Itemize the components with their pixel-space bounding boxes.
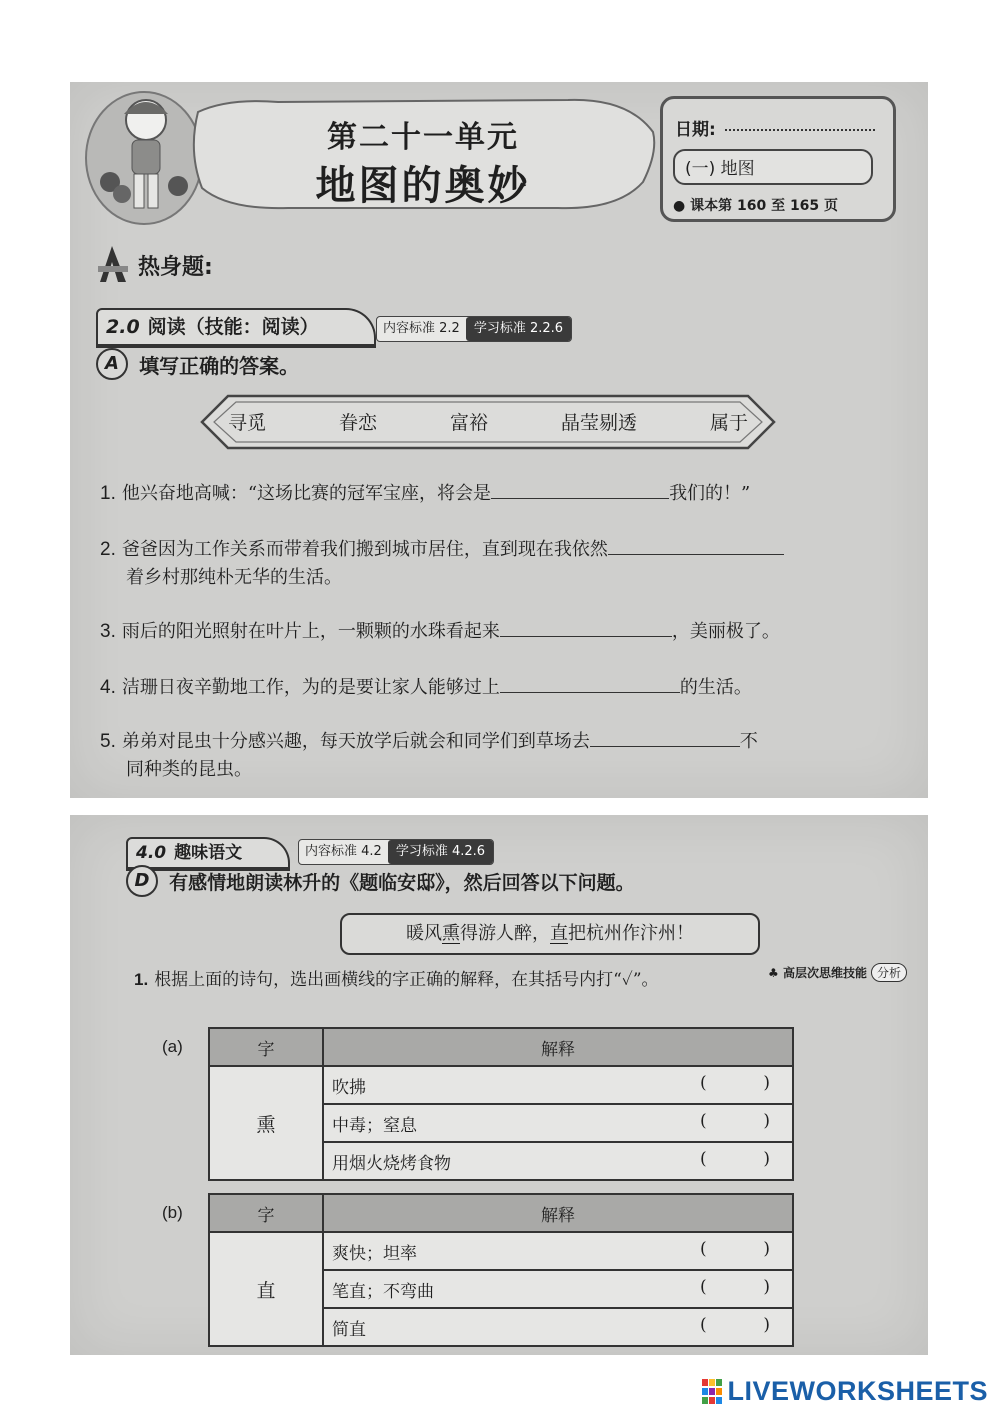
column-header-char: 字 xyxy=(209,1028,323,1066)
definition-option[interactable] xyxy=(323,1142,793,1180)
question-text-after: 不 xyxy=(739,731,758,752)
question-number: 4. xyxy=(100,677,116,698)
poem-line xyxy=(340,913,760,955)
skill-number: 2.0 xyxy=(106,316,140,338)
target-char: 熏 xyxy=(209,1066,323,1180)
unit-number: 第二十一单元 xyxy=(327,120,519,155)
worksheet-page-top xyxy=(70,82,928,798)
question-text: 洁珊日夜辛勤地工作，为的是要让家人能够过上 xyxy=(121,677,500,698)
brand-name: LIVEWORKSHEETS xyxy=(727,1376,988,1406)
lesson-topic: (一) 地图 xyxy=(673,149,873,185)
section-instruction: 填写正确的答案。 xyxy=(139,353,300,378)
paren-close: ) xyxy=(763,1111,770,1131)
question-number: 5. xyxy=(100,731,116,752)
learning-standard: 学习标准 4.2.6 xyxy=(388,840,493,864)
date-input-line[interactable] xyxy=(725,129,875,131)
definition-option[interactable] xyxy=(323,1270,793,1308)
paren-open: ( xyxy=(700,1111,707,1131)
column-header-def: 解释 xyxy=(323,1028,793,1066)
word-bank-item: 富裕 xyxy=(449,412,488,434)
section-a-heading xyxy=(96,348,299,382)
tick-box[interactable] xyxy=(700,1277,770,1297)
paren-close: ) xyxy=(763,1277,770,1297)
clover-icon: ♣ xyxy=(768,966,779,980)
definition-text: 简直 xyxy=(332,1319,366,1340)
poem-text: 暖风 xyxy=(406,923,442,944)
answer-blank-5[interactable] xyxy=(590,726,740,747)
word-bank-item: 眷恋 xyxy=(338,412,377,434)
paren-open: ( xyxy=(700,1277,707,1297)
question-1-instruction xyxy=(134,965,659,990)
letter-a-badge-icon xyxy=(96,244,130,284)
liveworksheets-logo[interactable] xyxy=(702,1376,988,1406)
paren-close: ) xyxy=(763,1073,770,1093)
question-number: 2. xyxy=(100,539,116,560)
answer-blank-3[interactable] xyxy=(500,616,672,637)
tick-box[interactable] xyxy=(700,1315,770,1335)
question-1 xyxy=(100,478,750,510)
word-bank-item: 属于 xyxy=(709,412,748,434)
definition-option[interactable] xyxy=(323,1232,793,1270)
definition-text: 吹拂 xyxy=(332,1077,366,1098)
textbook-pages-text: 课本第 160 至 165 页 xyxy=(690,198,839,214)
definition-table-a xyxy=(208,1027,794,1181)
target-char: 直 xyxy=(209,1232,323,1346)
lesson-info-box xyxy=(660,96,896,222)
textbook-pages: ● 课本第 160 至 165 页 xyxy=(673,198,839,214)
definition-option[interactable] xyxy=(323,1104,793,1142)
definition-table-b xyxy=(208,1193,794,1347)
paren-open: ( xyxy=(700,1239,707,1259)
column-header-char: 字 xyxy=(209,1194,323,1232)
answer-blank-2[interactable] xyxy=(608,534,784,555)
paren-open: ( xyxy=(700,1073,707,1093)
question-text: 爸爸因为工作关系而带着我们搬到城市居住，直到现在我依然 xyxy=(121,539,608,560)
answer-blank-1[interactable] xyxy=(491,478,669,499)
definition-option[interactable] xyxy=(323,1308,793,1346)
question-text-after: 我们的！” xyxy=(669,483,751,504)
question-number: 3. xyxy=(100,621,116,642)
question-number: 1. xyxy=(134,970,149,989)
tick-box[interactable] xyxy=(700,1149,770,1169)
poem-text: 把杭州作汴州！ xyxy=(568,923,694,944)
content-standard: 内容标准 4.2 xyxy=(305,844,382,859)
learning-standard: 学习标准 2.2.6 xyxy=(466,317,571,341)
unit-title-banner xyxy=(188,92,658,212)
skill-name: 趣味语文 xyxy=(174,843,243,863)
question-text-after: ，美丽极了。 xyxy=(671,621,780,642)
poem-underlined-char: 熏 xyxy=(442,923,460,944)
table-label-a: (a) xyxy=(162,1037,183,1056)
skill-tab xyxy=(96,308,376,348)
paren-close: ) xyxy=(763,1149,770,1169)
content-standard: 内容标准 2.2 xyxy=(383,321,460,336)
section-instruction: 有感情地朗读林升的《题临安邸》，然后回答以下问题。 xyxy=(169,871,635,894)
word-bank-item: 寻觅 xyxy=(228,412,267,434)
question-2-continuation: 着乡村那纯朴无华的生活。 xyxy=(126,567,342,588)
tick-box[interactable] xyxy=(700,1239,770,1259)
paren-close: ) xyxy=(763,1315,770,1335)
hots-label: 高层次思维技能 xyxy=(782,966,867,980)
worksheet-page-bottom xyxy=(70,815,928,1355)
question-text: 弟弟对昆虫十分感兴趣，每天放学后就会和同学们到草场去 xyxy=(121,731,590,752)
question-3 xyxy=(100,616,780,648)
section-d-heading xyxy=(126,865,635,897)
question-text-after: 的生活。 xyxy=(679,677,752,698)
question-text: 雨后的阳光照射在叶片上，一颗颗的水珠看起来 xyxy=(121,621,500,642)
poem-underlined-char: 直 xyxy=(550,923,568,944)
skill-name: 阅读（技能：阅读） xyxy=(147,316,319,338)
table-label-b: (b) xyxy=(162,1203,183,1222)
question-5-continuation: 同种类的昆虫。 xyxy=(126,759,252,780)
boy-mascot-illustration xyxy=(84,86,204,226)
definition-option[interactable] xyxy=(323,1066,793,1104)
column-header-def: 解释 xyxy=(323,1194,793,1232)
standards-badge xyxy=(298,839,494,865)
unit-title: 地图的奥妙 xyxy=(315,163,531,209)
tick-box[interactable] xyxy=(700,1073,770,1093)
question-text: 根据上面的诗句，选出画横线的字正确的解释，在其括号内打“✓”。 xyxy=(154,970,659,990)
liveworksheets-logo-icon xyxy=(702,1379,722,1405)
poem-text: 得游人醉， xyxy=(460,923,550,944)
section-letter-badge: A xyxy=(96,348,128,380)
word-bank-item: 晶莹剔透 xyxy=(560,412,637,434)
question-text: 他兴奋地高喊：“这场比赛的冠军宝座，将会是 xyxy=(121,483,492,504)
warmup-label: 热身题: xyxy=(138,255,213,280)
answer-blank-4[interactable] xyxy=(500,672,680,693)
definition-text: 中毒；窒息 xyxy=(332,1115,417,1136)
hots-tag: 分析 xyxy=(871,963,907,982)
definition-text: 笔直；不弯曲 xyxy=(332,1281,434,1302)
word-bank xyxy=(198,392,778,452)
paren-close: ) xyxy=(763,1239,770,1259)
question-number: 1. xyxy=(100,483,116,504)
date-label: 日期: xyxy=(675,120,716,140)
definition-text: 用烟火烧烤食物 xyxy=(332,1153,451,1174)
paren-open: ( xyxy=(700,1315,707,1335)
hots-badge xyxy=(768,963,907,982)
tick-box[interactable] xyxy=(700,1111,770,1131)
question-4 xyxy=(100,672,752,704)
section-letter-badge: D xyxy=(126,865,158,897)
paren-open: ( xyxy=(700,1149,707,1169)
definition-text: 爽快；坦率 xyxy=(332,1243,417,1264)
skill-number: 4.0 xyxy=(136,843,167,863)
standards-badge xyxy=(376,316,572,342)
